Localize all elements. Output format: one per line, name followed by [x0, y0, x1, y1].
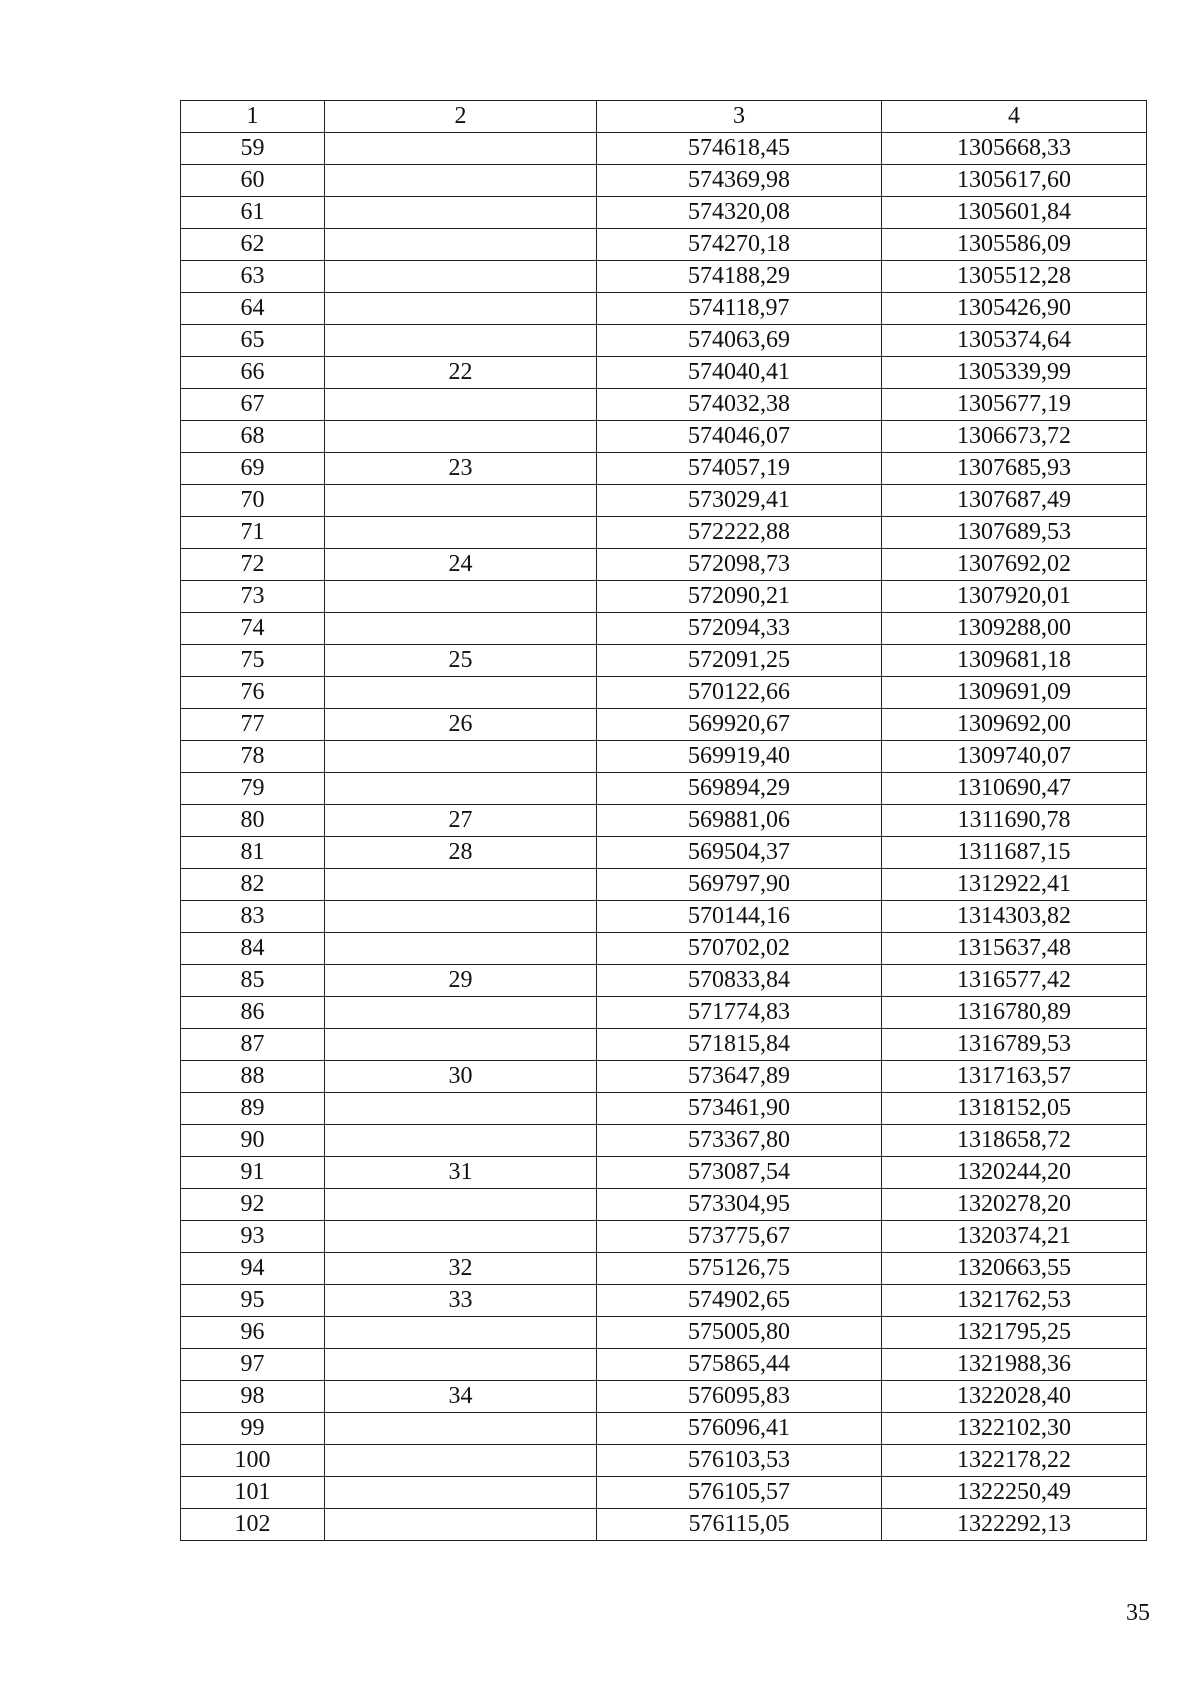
point-number-cell: 85 — [181, 965, 325, 997]
group-number-cell: 24 — [325, 549, 597, 581]
x-coordinate-cell: 569504,37 — [597, 837, 882, 869]
y-coordinate-cell: 1309691,09 — [882, 677, 1147, 709]
table-row — [181, 1061, 1147, 1093]
group-number-cell: 23 — [325, 453, 597, 485]
table-row — [181, 421, 1147, 453]
group-number-cell — [325, 933, 597, 965]
group-number-cell — [325, 293, 597, 325]
point-number-cell: 87 — [181, 1029, 325, 1061]
point-number-cell: 83 — [181, 901, 325, 933]
x-coordinate-cell: 575865,44 — [597, 1349, 882, 1381]
x-coordinate-cell: 574032,38 — [597, 389, 882, 421]
point-number-cell: 71 — [181, 517, 325, 549]
point-number-cell: 80 — [181, 805, 325, 837]
point-number-cell: 99 — [181, 1413, 325, 1445]
table-row — [181, 1381, 1147, 1413]
x-coordinate-cell: 574902,65 — [597, 1285, 882, 1317]
x-coordinate-cell: 574270,18 — [597, 229, 882, 261]
table-row — [181, 357, 1147, 389]
y-coordinate-cell: 1307685,93 — [882, 453, 1147, 485]
y-coordinate-cell: 1321795,25 — [882, 1317, 1147, 1349]
group-number-cell — [325, 261, 597, 293]
group-number-cell — [325, 901, 597, 933]
point-number-cell: 78 — [181, 741, 325, 773]
y-coordinate-cell: 1305586,09 — [882, 229, 1147, 261]
x-coordinate-cell: 575005,80 — [597, 1317, 882, 1349]
x-coordinate-cell: 574046,07 — [597, 421, 882, 453]
x-coordinate-cell: 574063,69 — [597, 325, 882, 357]
x-coordinate-cell: 574369,98 — [597, 165, 882, 197]
x-coordinate-cell: 572090,21 — [597, 581, 882, 613]
group-number-cell — [325, 1125, 597, 1157]
point-number-cell: 84 — [181, 933, 325, 965]
table-row — [181, 1253, 1147, 1285]
point-number-cell: 100 — [181, 1445, 325, 1477]
point-number-cell: 59 — [181, 133, 325, 165]
point-number-cell: 64 — [181, 293, 325, 325]
y-coordinate-cell: 1321988,36 — [882, 1349, 1147, 1381]
point-number-cell: 73 — [181, 581, 325, 613]
y-coordinate-cell: 1307692,02 — [882, 549, 1147, 581]
y-coordinate-cell: 1309692,00 — [882, 709, 1147, 741]
point-number-cell: 95 — [181, 1285, 325, 1317]
x-coordinate-cell: 573087,54 — [597, 1157, 882, 1189]
point-number-cell: 88 — [181, 1061, 325, 1093]
y-coordinate-cell: 1310690,47 — [882, 773, 1147, 805]
x-coordinate-cell: 569894,29 — [597, 773, 882, 805]
table-row — [181, 325, 1147, 357]
table-row — [181, 1413, 1147, 1445]
x-coordinate-cell: 574320,08 — [597, 197, 882, 229]
y-coordinate-cell: 1305512,28 — [882, 261, 1147, 293]
group-number-cell: 32 — [325, 1253, 597, 1285]
x-coordinate-cell: 569920,67 — [597, 709, 882, 741]
x-coordinate-cell: 576103,53 — [597, 1445, 882, 1477]
group-number-cell — [325, 485, 597, 517]
group-number-cell — [325, 1477, 597, 1509]
point-number-cell: 94 — [181, 1253, 325, 1285]
group-number-cell — [325, 1317, 597, 1349]
y-coordinate-cell: 1305601,84 — [882, 197, 1147, 229]
x-coordinate-cell: 574057,19 — [597, 453, 882, 485]
x-coordinate-cell: 576096,41 — [597, 1413, 882, 1445]
table-row — [181, 1157, 1147, 1189]
point-number-cell: 82 — [181, 869, 325, 901]
y-coordinate-cell: 1322250,49 — [882, 1477, 1147, 1509]
y-coordinate-cell: 1309681,18 — [882, 645, 1147, 677]
y-coordinate-cell: 1311687,15 — [882, 837, 1147, 869]
point-number-cell: 90 — [181, 1125, 325, 1157]
y-coordinate-cell: 1322102,30 — [882, 1413, 1147, 1445]
y-coordinate-cell: 1305617,60 — [882, 165, 1147, 197]
x-coordinate-cell: 573029,41 — [597, 485, 882, 517]
y-coordinate-cell: 1309740,07 — [882, 741, 1147, 773]
group-number-cell: 30 — [325, 1061, 597, 1093]
point-number-cell: 74 — [181, 613, 325, 645]
table-row — [181, 933, 1147, 965]
group-number-cell — [325, 1221, 597, 1253]
y-coordinate-cell: 1321762,53 — [882, 1285, 1147, 1317]
x-coordinate-cell: 573304,95 — [597, 1189, 882, 1221]
point-number-cell: 67 — [181, 389, 325, 421]
y-coordinate-cell: 1320278,20 — [882, 1189, 1147, 1221]
y-coordinate-cell: 1305339,99 — [882, 357, 1147, 389]
table-row — [181, 1349, 1147, 1381]
point-number-cell: 62 — [181, 229, 325, 261]
y-coordinate-cell: 1312922,41 — [882, 869, 1147, 901]
point-number-cell: 72 — [181, 549, 325, 581]
table-row — [181, 453, 1147, 485]
y-coordinate-cell: 1316780,89 — [882, 997, 1147, 1029]
x-coordinate-cell: 575126,75 — [597, 1253, 882, 1285]
table-row — [181, 741, 1147, 773]
group-number-cell — [325, 773, 597, 805]
point-number-cell: 97 — [181, 1349, 325, 1381]
point-number-cell: 70 — [181, 485, 325, 517]
point-number-cell: 61 — [181, 197, 325, 229]
table-row — [181, 1509, 1147, 1541]
group-number-cell — [325, 517, 597, 549]
point-number-cell: 102 — [181, 1509, 325, 1541]
y-coordinate-cell: 1305426,90 — [882, 293, 1147, 325]
y-coordinate-cell: 1316577,42 — [882, 965, 1147, 997]
point-number-cell: 75 — [181, 645, 325, 677]
table-row — [181, 965, 1147, 997]
table-row — [181, 229, 1147, 261]
table-row — [181, 613, 1147, 645]
group-number-cell — [325, 1509, 597, 1541]
point-number-cell: 76 — [181, 677, 325, 709]
table-row — [181, 517, 1147, 549]
group-number-cell — [325, 869, 597, 901]
group-number-cell — [325, 1093, 597, 1125]
table-row — [181, 805, 1147, 837]
group-number-cell — [325, 997, 597, 1029]
table-row — [181, 1189, 1147, 1221]
group-number-cell — [325, 165, 597, 197]
y-coordinate-cell: 1317163,57 — [882, 1061, 1147, 1093]
table-row — [181, 709, 1147, 741]
y-coordinate-cell: 1318658,72 — [882, 1125, 1147, 1157]
table-row — [181, 197, 1147, 229]
table-row — [181, 1125, 1147, 1157]
y-coordinate-cell: 1320374,21 — [882, 1221, 1147, 1253]
point-number-cell: 81 — [181, 837, 325, 869]
group-number-cell — [325, 581, 597, 613]
point-number-cell: 69 — [181, 453, 325, 485]
y-coordinate-cell: 1322292,13 — [882, 1509, 1147, 1541]
y-coordinate-cell: 1322028,40 — [882, 1381, 1147, 1413]
group-number-cell: 29 — [325, 965, 597, 997]
y-coordinate-cell: 1305374,64 — [882, 325, 1147, 357]
group-number-cell — [325, 1029, 597, 1061]
point-number-cell: 60 — [181, 165, 325, 197]
table-row — [181, 485, 1147, 517]
group-number-cell — [325, 741, 597, 773]
table-row — [181, 133, 1147, 165]
x-coordinate-cell: 572222,88 — [597, 517, 882, 549]
y-coordinate-cell: 1309288,00 — [882, 613, 1147, 645]
x-coordinate-cell: 572091,25 — [597, 645, 882, 677]
table-row — [181, 293, 1147, 325]
x-coordinate-cell: 573647,89 — [597, 1061, 882, 1093]
table-row — [181, 165, 1147, 197]
x-coordinate-cell: 570833,84 — [597, 965, 882, 997]
x-coordinate-cell: 574040,41 — [597, 357, 882, 389]
point-number-cell: 86 — [181, 997, 325, 1029]
table-row — [181, 901, 1147, 933]
group-number-cell: 28 — [325, 837, 597, 869]
y-coordinate-cell: 1305677,19 — [882, 389, 1147, 421]
table-row — [181, 869, 1147, 901]
x-coordinate-cell: 576095,83 — [597, 1381, 882, 1413]
x-coordinate-cell: 570144,16 — [597, 901, 882, 933]
header-row — [181, 101, 1147, 133]
y-coordinate-cell: 1320663,55 — [882, 1253, 1147, 1285]
table-row — [181, 581, 1147, 613]
table-row — [181, 645, 1147, 677]
table-row — [181, 773, 1147, 805]
y-coordinate-cell: 1306673,72 — [882, 421, 1147, 453]
x-coordinate-cell: 570702,02 — [597, 933, 882, 965]
y-coordinate-cell: 1307689,53 — [882, 517, 1147, 549]
table-row — [181, 1285, 1147, 1317]
table-row — [181, 1477, 1147, 1509]
group-number-cell — [325, 613, 597, 645]
point-number-cell: 66 — [181, 357, 325, 389]
point-number-cell: 79 — [181, 773, 325, 805]
table-body — [181, 133, 1147, 1541]
group-number-cell: 34 — [325, 1381, 597, 1413]
x-coordinate-cell: 572094,33 — [597, 613, 882, 645]
x-coordinate-cell: 569881,06 — [597, 805, 882, 837]
point-number-cell: 63 — [181, 261, 325, 293]
group-number-cell: 25 — [325, 645, 597, 677]
y-coordinate-cell: 1314303,82 — [882, 901, 1147, 933]
group-number-cell — [325, 677, 597, 709]
table-row — [181, 1221, 1147, 1253]
y-coordinate-cell: 1305668,33 — [882, 133, 1147, 165]
x-coordinate-cell: 572098,73 — [597, 549, 882, 581]
y-coordinate-cell: 1307687,49 — [882, 485, 1147, 517]
x-coordinate-cell: 576105,57 — [597, 1477, 882, 1509]
header-cell-4: 4 — [882, 101, 1147, 133]
header-cell-1: 1 — [181, 101, 325, 133]
group-number-cell: 31 — [325, 1157, 597, 1189]
coordinates-table — [180, 100, 1147, 1541]
group-number-cell: 33 — [325, 1285, 597, 1317]
x-coordinate-cell: 569919,40 — [597, 741, 882, 773]
x-coordinate-cell: 574118,97 — [597, 293, 882, 325]
table-row — [181, 1093, 1147, 1125]
y-coordinate-cell: 1320244,20 — [882, 1157, 1147, 1189]
table-row — [181, 261, 1147, 293]
x-coordinate-cell: 569797,90 — [597, 869, 882, 901]
group-number-cell — [325, 133, 597, 165]
y-coordinate-cell: 1318152,05 — [882, 1093, 1147, 1125]
point-number-cell: 68 — [181, 421, 325, 453]
group-number-cell — [325, 1189, 597, 1221]
y-coordinate-cell: 1322178,22 — [882, 1445, 1147, 1477]
point-number-cell: 65 — [181, 325, 325, 357]
group-number-cell — [325, 197, 597, 229]
table-row — [181, 1029, 1147, 1061]
x-coordinate-cell: 574188,29 — [597, 261, 882, 293]
point-number-cell: 77 — [181, 709, 325, 741]
table-header — [181, 101, 1147, 133]
point-number-cell: 96 — [181, 1317, 325, 1349]
table-row — [181, 677, 1147, 709]
group-number-cell — [325, 229, 597, 261]
x-coordinate-cell: 576115,05 — [597, 1509, 882, 1541]
x-coordinate-cell: 571774,83 — [597, 997, 882, 1029]
group-number-cell — [325, 325, 597, 357]
y-coordinate-cell: 1316789,53 — [882, 1029, 1147, 1061]
y-coordinate-cell: 1311690,78 — [882, 805, 1147, 837]
table-row — [181, 997, 1147, 1029]
point-number-cell: 98 — [181, 1381, 325, 1413]
group-number-cell — [325, 421, 597, 453]
x-coordinate-cell: 573775,67 — [597, 1221, 882, 1253]
group-number-cell: 26 — [325, 709, 597, 741]
group-number-cell: 27 — [325, 805, 597, 837]
table-row — [181, 1445, 1147, 1477]
header-cell-2: 2 — [325, 101, 597, 133]
x-coordinate-cell: 571815,84 — [597, 1029, 882, 1061]
group-number-cell: 22 — [325, 357, 597, 389]
group-number-cell — [325, 1413, 597, 1445]
group-number-cell — [325, 1445, 597, 1477]
table-row — [181, 389, 1147, 421]
x-coordinate-cell: 570122,66 — [597, 677, 882, 709]
y-coordinate-cell: 1315637,48 — [882, 933, 1147, 965]
y-coordinate-cell: 1307920,01 — [882, 581, 1147, 613]
table-row — [181, 1317, 1147, 1349]
table-row — [181, 549, 1147, 581]
x-coordinate-cell: 573461,90 — [597, 1093, 882, 1125]
page-number: 35 — [1126, 1600, 1150, 1626]
point-number-cell: 91 — [181, 1157, 325, 1189]
group-number-cell — [325, 1349, 597, 1381]
header-cell-3: 3 — [597, 101, 882, 133]
x-coordinate-cell: 574618,45 — [597, 133, 882, 165]
table-row — [181, 837, 1147, 869]
point-number-cell: 101 — [181, 1477, 325, 1509]
point-number-cell: 89 — [181, 1093, 325, 1125]
point-number-cell: 93 — [181, 1221, 325, 1253]
group-number-cell — [325, 389, 597, 421]
x-coordinate-cell: 573367,80 — [597, 1125, 882, 1157]
point-number-cell: 92 — [181, 1189, 325, 1221]
